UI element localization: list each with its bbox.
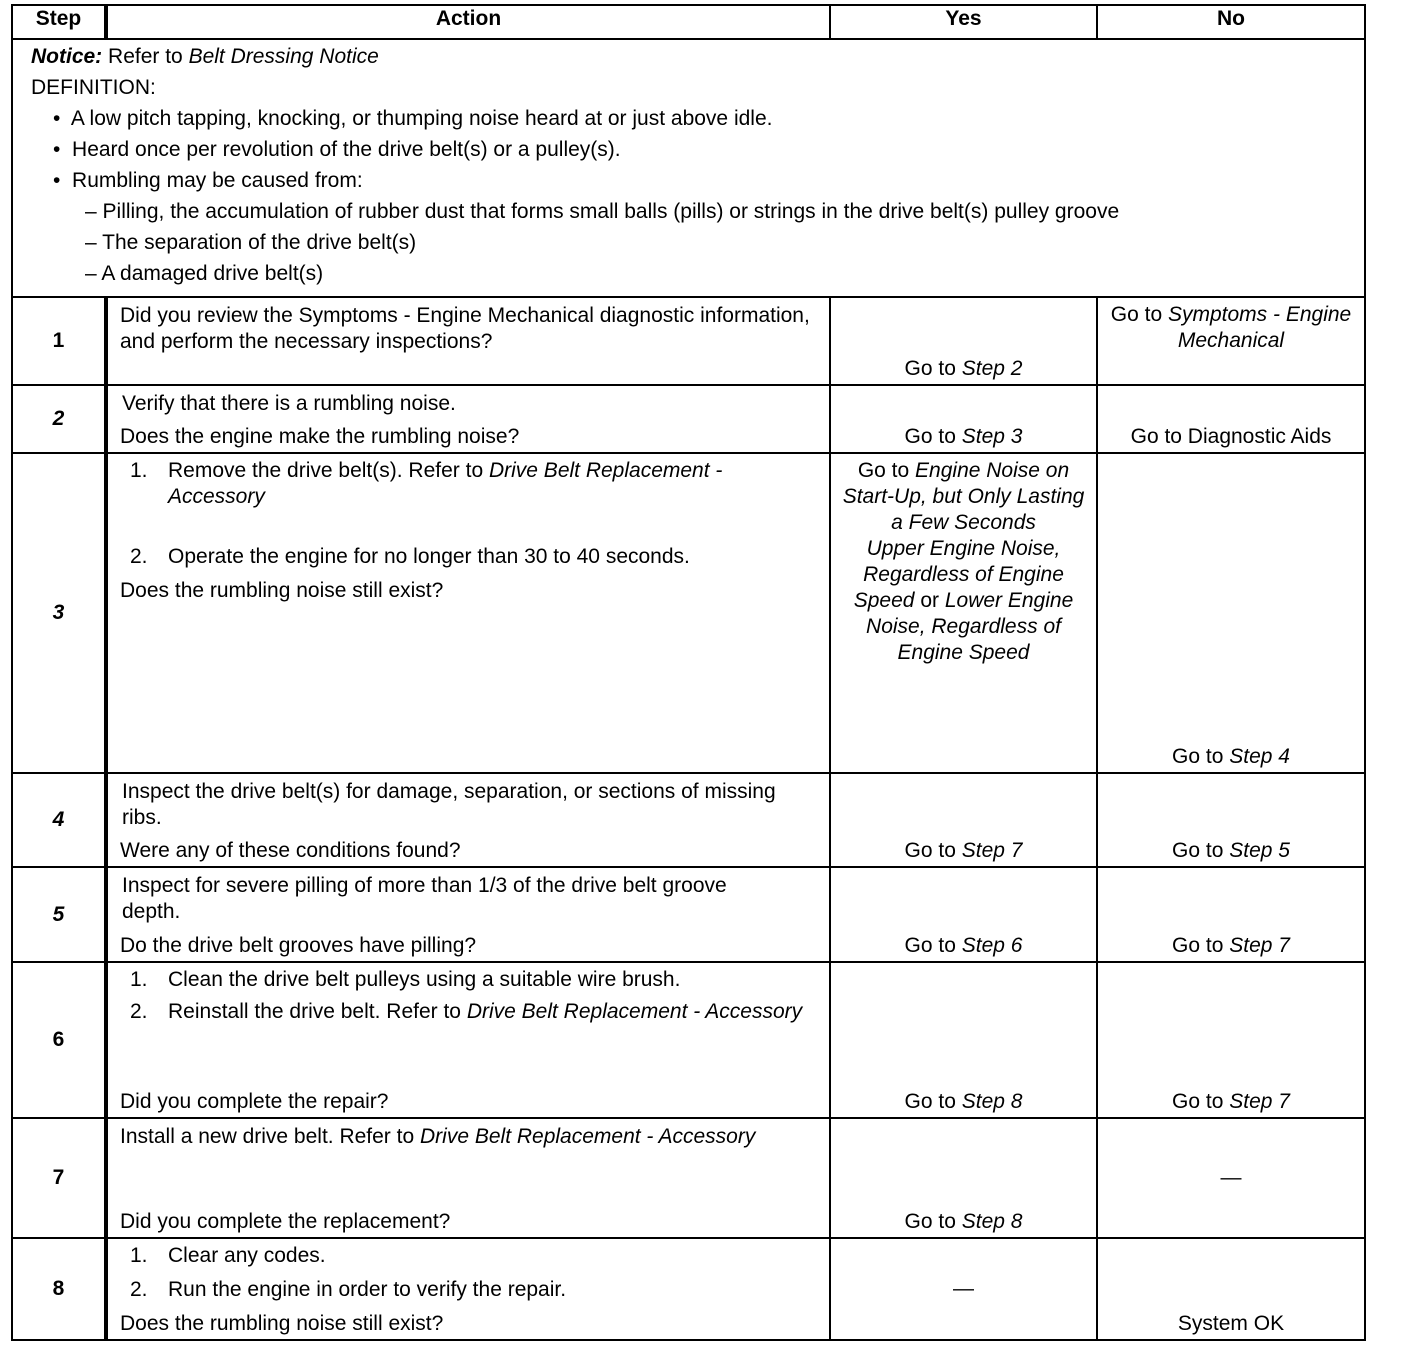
action-text: Inspect for severe pilling of more than 1/3 of the drive belt groove depth.: [122, 874, 727, 923]
table-row: [12, 297, 1365, 385]
action-text: Inspect the drive belt(s) for damage, separation, or sections of missing ribs.: [122, 780, 776, 829]
step-number: 2: [12, 385, 106, 453]
no-cell: Go to Diagnostic Aids: [1130, 425, 1332, 448]
header-yes: Yes: [830, 5, 1097, 39]
list-item: 2. Run the engine in order to verify the repair.: [130, 1278, 567, 1301]
definition-heading: DEFINITION:: [31, 76, 156, 99]
header-row: [12, 5, 1365, 39]
table-row: [12, 385, 1365, 453]
list-item: 1. Clear any codes.: [130, 1244, 326, 1267]
no-cell: Go to Step 4: [1172, 745, 1290, 768]
question-text: Do the drive belt grooves have pilling?: [120, 934, 477, 957]
no-cell: Go to Step 5: [1172, 839, 1290, 862]
no-cell: Go to Step 7: [1172, 934, 1290, 957]
question-text: Were any of these conditions found?: [120, 839, 461, 862]
yes-cell: —: [953, 1277, 974, 1300]
table-row: [12, 453, 1365, 773]
list-item: 1. Remove the drive belt(s). Refer to Drive Belt Replacement - Accessory: [130, 459, 723, 508]
notice-text: Refer to: [108, 45, 183, 68]
dash-item: – The separation of the drive belt(s): [85, 231, 417, 254]
action-text: Verify that there is a rumbling noise.: [122, 392, 456, 415]
list-item: 2. Operate the engine for no longer than 30 to 40 seconds.: [130, 545, 690, 568]
yes-cell: Go to Step 2: [904, 357, 1023, 380]
header-step: Step: [12, 5, 106, 39]
no-cell: Go to Symptoms - Engine Mechanical: [1110, 303, 1352, 352]
dash-item: – A damaged drive belt(s): [85, 262, 324, 285]
table-row: [12, 1118, 1365, 1238]
table-row: [12, 962, 1365, 1118]
step-number: 8: [12, 1238, 106, 1340]
action-text: Did you review the Symptoms - Engine Mechanical diagnostic information, and perform the necessary inspections?: [120, 304, 810, 353]
yes-cell: Go to Step 8: [904, 1210, 1023, 1233]
list-item: 1. Clean the drive belt pulleys using a suitable wire brush.: [130, 968, 681, 991]
step-number: 4: [12, 773, 106, 867]
question-text: Does the rumbling noise still exist?: [120, 1312, 444, 1335]
bullet-item: • Rumbling may be caused from:: [53, 169, 363, 192]
yes-cell: Go to Step 6: [904, 934, 1023, 957]
question-text: Did you complete the repair?: [120, 1090, 389, 1113]
header-action: Action: [106, 5, 830, 39]
question-text: Does the rumbling noise still exist?: [120, 579, 444, 602]
question-text: Did you complete the replacement?: [120, 1210, 451, 1233]
table-row: [12, 1238, 1365, 1340]
step-number: 6: [12, 962, 106, 1118]
notice-label: Notice:: [31, 45, 103, 68]
table-row: [12, 867, 1365, 962]
bullet-item: • Heard once per revolution of the drive belt(s) or a pulley(s).: [53, 138, 621, 161]
step-number: 7: [12, 1118, 106, 1238]
yes-cell: Go to Step 3: [904, 425, 1023, 448]
table-row: [12, 773, 1365, 867]
step-number: 3: [12, 453, 106, 773]
diagnostic-table: [11, 4, 1366, 1341]
step-number: 1: [12, 297, 106, 385]
question-text: Does the engine make the rumbling noise?: [120, 425, 520, 448]
notice-row: [12, 39, 1365, 297]
header-no: No: [1097, 5, 1365, 39]
list-item: 2. Reinstall the drive belt. Refer to Drive Belt Replacement - Accessory: [130, 1000, 803, 1023]
no-cell: —: [1220, 1166, 1242, 1189]
notice-cell: [12, 39, 1365, 297]
dash-item: – Pilling, the accumulation of rubber dust that forms small balls (pills) or strings in the drive belt(s) pulley groove: [85, 200, 1120, 223]
yes-cell: Go to Step 7: [904, 839, 1023, 862]
step-number: 5: [12, 867, 106, 962]
bullet-item: • A low pitch tapping, knocking, or thumping noise heard at or just above idle.: [53, 107, 773, 130]
no-cell: Go to Step 7: [1172, 1090, 1290, 1113]
action-text: Install a new drive belt. Refer to Drive Belt Replacement - Accessory: [120, 1125, 756, 1148]
yes-cell: Go to Step 8: [904, 1090, 1023, 1113]
yes-cell: Go to Engine Noise on Start-Up, but Only Lasting a Few Seconds Upper Engine Noise, Regardless of Engine Speed or Lower Engine Noise, Regardless of Engine Speed: [842, 459, 1085, 664]
no-cell: System OK: [1177, 1312, 1285, 1335]
notice-ref: Belt Dressing Notice: [188, 45, 379, 68]
